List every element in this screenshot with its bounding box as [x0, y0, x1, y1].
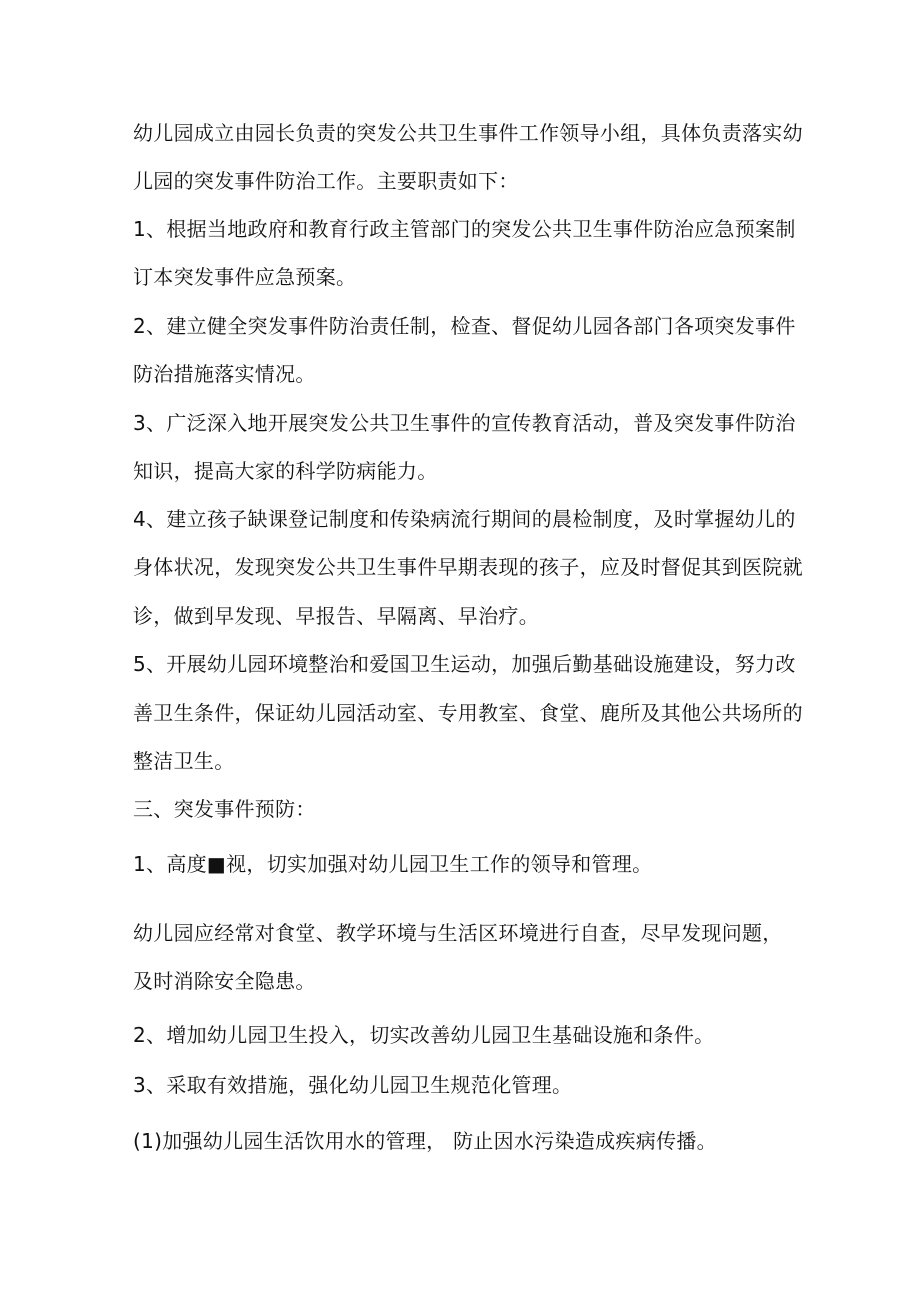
- text-line-7: 3、广泛深入地开展突发公共卫生事件的宣传教育活动，普及突发事件防治: [133, 411, 796, 435]
- text-line-21: (1)加强幼儿园生活饮用水的管理， 防止因水污染造成疾病传播。: [133, 1129, 717, 1153]
- text-line-1: 幼儿园成立由园长负责的突发公共卫生事件工作领导小组，具体负责落实幼: [133, 121, 803, 145]
- text-line-12: 5、开展幼儿园环境整治和爱国卫生运动，加强后勤基础设施建设，努力改: [133, 652, 796, 676]
- text-line-11: 诊，做到早发现、早报告、早隔离、早治疗。: [133, 604, 539, 628]
- text-line-5: 2、建立健全突发事件防治责任制，检查、督促幼儿园各部门各项突发事件: [133, 314, 796, 338]
- text-line-13: 善卫生条件，保证幼儿园活动室、专用教室、食堂、鹿所及其他公共场所的: [133, 701, 803, 725]
- text-line-20: 3、采取有效措施，强化幼儿园卫生规范化管理。: [133, 1073, 573, 1097]
- text-line-16: 1、高度■视，切实加强对幼儿园卫生工作的领导和管理。: [133, 852, 653, 876]
- text-line-4: 订本突发事件应急预案。: [133, 265, 357, 289]
- text-line-6: 防治措施落实情况。: [133, 362, 316, 386]
- section-heading: 三、突发事件预防：: [133, 797, 316, 821]
- text-line-19: 2、增加幼儿园卫生投入，切实改善幼儿园卫生基础设施和条件。: [133, 1023, 715, 1047]
- text-line-8: 知识，提高大家的科学防病能力。: [133, 459, 438, 483]
- text-line-17: 幼儿园应经常对食堂、教学环境与生活区环境进行自查，尽早发现问题，: [133, 921, 783, 945]
- text-line-2: 儿园的突发事件防治工作。主要职责如下：: [133, 169, 519, 193]
- text-line-9: 4、建立孩子缺课登记制度和传染病流行期间的晨检制度，及时掌握幼儿的: [133, 507, 796, 531]
- text-line-14: 整洁卫生。: [133, 749, 235, 773]
- text-line-10: 身体状况，发现突发公共卫生事件早期表现的孩子，应及时督促其到医院就: [133, 555, 803, 579]
- text-line-18: 及时消除安全隐患。: [133, 969, 316, 993]
- text-line-3: 1、根据当地政府和教育行政主管部门的突发公共卫生事件防治应急预案制: [133, 217, 796, 241]
